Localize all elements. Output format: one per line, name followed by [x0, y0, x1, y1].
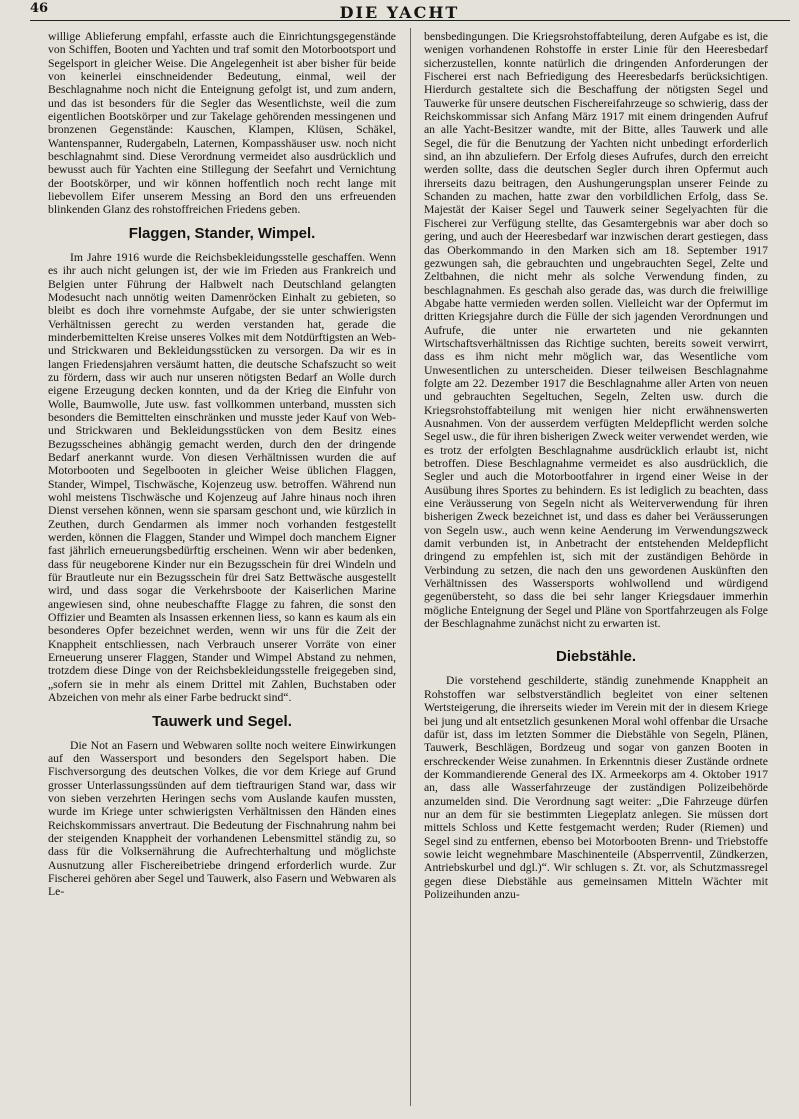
- left-column: [48, 30, 396, 1102]
- heading-tauwerk: Tauwerk und Segel.: [152, 712, 292, 730]
- heading-diebstaehle: Diebstähle.: [555, 648, 637, 666]
- paragraph-fasern: Die Not an Fasern und Webwaren sollte noch weitere Einwirkungen auf den Wassersport und besonders den Segelsport haben. Die Fischversorgung des deutschen Volkes, die vor dem Kriege auf Grund grosser Unterlassungssünden auf dem tieftraurigen Stand war, dass wir von sieben verzehrten Heringen sechs vom Auslande kaufen mussten, wurde im Kriege unter schwierigsten Verhältnissen den Händen eines Reichskommissars anvertraut. Die Bedeutung der Fischnahrung nahm bei der steigenden Knappheit der vorhandenen Lebensmittel ständig zu, so dass für die Volksernährung die Aufrechterhaltung und möglichste Ausnutzung aller Fischereibetriebe dringend erforderlich wurde. Zur Fischerei gehören aber Segel und Tauwerk, also Fasern und Webwaren als Le-: [48, 738, 396, 899]
- paragraph-messing: willige Ablieferung empfahl, erfasste auch die Einrichtungsgegenstände von Schiffen, Booten und Yachten und traf somit den Motorbootsport und Segelsport in gleicher Weise. Die Angelegenheit ist aber bisher für beide von keinerlei einschneidender Bedeutung, einmal, weil der Beschlagnahme noch nicht die Enteignung gefolgt ist, und zum andern, und das ist besonders für die Segler das Wesentlichste, weil die zum eigentlichen Bootskörper und zur Takelage gehörenden messingenen und bronzenen Gegenstände: Kauschen, Klampen, Klüsen, Schäkel, Wantenspanner, Rudergabeln, Laternen, Kompasshäuser usw. noch nicht beschlagnahmt sind. Diese Verordnung vermeidet also ausdrücklich und bewusst auch für Yachten eine Stillegung der Seefahrt und Vernichtung der Bootskörper, und wir können hoffentlich noch recht lange mit liebevollem Eifer unserem Messing an Bord den uns erfreuenden blinkenden Glanz des rohstoffreichen Friedens geben.: [48, 30, 396, 217]
- page-number: 46: [30, 1, 49, 16]
- running-head: DIE YACHT: [339, 3, 460, 22]
- paragraph-beschlagnahme: bensbedingungen. Die Kriegsrohstoffabteilung, deren Aufgabe es ist, die wenigen vorhandenen Rohstoffe in erster Linie für den Heeresbedarf sicherzustellen, konnte natürlich die dringenden Anforderungen der Fischerei erst nach Befriedigung des Heeresbedarfs berücksichtigen. Hierdurch gestaltete sich die Beschaffung der nötigsten Segel und Tauwerke für unsere deutschen Fischereifahrzeuge so schwierig, dass der Reichskommissar sich Anfang März 1917 mit einem dringenden Aufruf an alle Yacht-Besitzer wandte, mit der Bitte, alles Tauwerk und alle Segel, die für die Benutzung der Yachten nicht unbedingt erforderlich sind, an ihn abzuliefern. Der Erfolg dieses Aufrufes, durch den erreicht werden sollte, dass die deutschen Segler durch ihren Opfermut auch ihrerseits dazu beitragen, den Aushungerungsplan unserer Feinde zu Schanden zu machen, hatte zwar den vorbildlichen Erfolg, dass Se. Majestät der Kaiser Segel und Tauwerk seiner Segelyachten für die Fischerei zur Verfügung stellte, das Gesamtergebnis war aber doch so gering, und auch der Heeresbedarf war inzwischen derart gestiegen, dass das Oberkommando in den Marken sich am 18. September 1917 gezwungen sah, die gebrauchten und ungebrauchten Segel, Zelte und Zeltbahnen, die nicht mehr als solche Verwendung finden, zu beschlagnahmen. Es geschah also gerade das, was durch die freiwillige Abgabe hatte vermieden werden sollen. Vielleicht war der Opfermut im dritten Kriegsjahre durch die Fülle der sich jagenden Verordnungen und Aufrufe, die unter nie erwarteten und nie gekannten Wirtschaftsverhältnissen das Richtige suchten, bereits soweit verwirrt, dass es ihm nicht mehr möglich war, das Wesentliche vom Unwesentlichen zu unterscheiden. Dieser teilweisen Beschlagnahme folgte am 22. Dezember 1917 die Beschlagnahme aller Arten von neuen und gebrauchten Segeltuchen, Segeln, Zelten usw. durch die Kriegsrohstoffabteilung mit wenigen hier nicht erwähnenswerten Ausnahmen. Von der ausserdem verfügten Meldepflicht werden solche Segel usw., die für ihren bisherigen Zweck weiter verwendet werden, wie es trotz der erfolgten Beschlagnahme ausdrücklich erlaubt ist, nicht betroffen. Diese Beschlagnahme vermeidet es also ausdrücklich, die Segler und auch die Motorbootfahrer in irgend einer Weise in der Ausübung ihres Sportes zu behindern. Es ist lediglich zu beachten, dass eine Veräusserung von Segeln nicht als Weiterverwendung für ihren bisherigen Zweck bezeichnet ist, und dass es daher bei Veräusserungen von Segeln usw., auch wenn keine Aenderung im Verwendungszweck damit verbunden ist, in Anbetracht der entstehenden Meldepflicht dringend zu empfehlen ist, sich mit der zuständigen Behörde in Verbindung zu setzen, die nach den uns gewordenen Auskünften den Verhältnissen des Wassersports wohlwollend und würdigend gegenübersteht, so dass die bei sehr langer Kriegsdauer immerhin mögliche Enteignung der Segel und Pläne von Sportfahrzeugen als Folge der Beschlagnahme zunächst nicht zu erwarten ist.: [424, 30, 768, 631]
- column-divider: [410, 28, 411, 1106]
- right-column: [424, 30, 768, 1102]
- paragraph-diebstaehle: Die vorstehend geschilderte, ständig zunehmende Knappheit an Rohstoffen war selbstverständlich begleitet von einer seltenen Wertsteigerung, die ihrerseits wieder im Verein mit der in diesem Kriege bei jung und alt entsetzlich gesunkenen Moral wohl offenbar die Ursache dafür ist, dass im letzten Sommer die Diebstähle von Segeln, Plänen, Tauwerk, Beschlägen, Bordzeug und sogar von ganzen Booten in erschreckender Weise zunahmen. In Erkenntnis dieser Zustände ordnete der Kommandierende General des IX. Armeekorps am 4. Oktober 1917 an, dass alle Wasserfahrzeuge der zuständigen Polizeibehörde anzumelden sind. Die Verordnung sagt weiter: „Die Fahrzeuge dürfen nur an dem für sie bestimmten Liegeplatz anlegen. Sie müssen dort mittels Schloss und Kette festgemacht werden; Ruder (Riemen) und Segel sind zu entfernen, ebenso bei Motorbooten Brenn- und Triebstoffe sowie leicht wegnehmbare Maschinenteile (Absperrventil, Zündkerzen, Antriebskurbel und dgl.)“. Wir schlugen s. Zt. vor, als Schutzmassregel gegen diese Diebstähle aus gemeinsamen Mitteln Wächter mit Polizeihunden anzu-: [424, 674, 768, 901]
- heading-flaggen: Flaggen, Stander, Wimpel.: [128, 224, 316, 242]
- paragraph-reichsbekleidungsstelle: Im Jahre 1916 wurde die Reichsbekleidungsstelle geschaffen. Wenn es ihr auch nicht gelungen ist, der wie im Frieden aus Frankreich und Belgien unter Führung der Halbwelt nach Deutschland gelangten Modesucht nach unnötig weiten Damenröcken Einhalt zu gebieten, so bleibt es doch ihre vornehmste Aufgabe, der sie unter schwierigsten Verhältnissen gerecht zu werden verstanden hat, gerade die minderbemittelten Kreise unseres Volkes mit dem Notdürftigsten an Web- und Strickwaren und Bekleidungsstücken zu versorgen. Da wir es in langen Friedensjahren versäumt hatten, die deutsche Schafszucht so weit zu fördern, dass wir auch nur unseren nötigsten Bedarf an Wolle durch eigene Erzeugung decken konnten, und da der Krieg die Einfuhr von Wolle, Baumwolle, Jute usw. fast vollkommen unterband, mussten sich besonders die Bemittelten einschränken und musste jeder Kauf von Web- und Strickwaren und Bekleidungsstücken von dem Besitz eines Bezugsscheines abhängig gemacht werden, durch den der dringende Bedarf anerkannt wurde. Von diesen Verhältnissen wurden die auf Motorbooten und Segelbooten in gleicher Weise üblichen Flaggen, Stander, Wimpel, Tischwäsche, Kojenzeug usw. betroffen. Während nun wohl meistens Tischwäsche und Kojenzeug auf Jahre hinaus noch ihren Dienst versehen können, wenn sie sparsam geschont und, wie kürzlich in Zeuthen, durch Gendarmen als immer noch vorhanden festgestellt werden, können die Flaggen, Stander und Wimpel doch manchem Eigner fast jährlich erneuerungsbedürftig erscheinen. Wenn wir aber bedenken, dass für neugeborene Kinder nur ein Bezugsschein für drei Windeln und für Brautleute nur ein Bezugsschein für drei Satz Bettwäsche ausgestellt wird, und dass sogar die Verkehrsboote der Kaiserlichen Marine angewiesen sind, ohne neubeschaffte Flagge zu fahren, die sonst den Offizier und Beamten als Insassen erkennen liess, so kann es kaum als ein besonderes Opfer bezeichnet werden, wenn wir uns für die Zeit der Knappheit entschliessen, nach Verbrauch unserer Vorräte von einer Erneuerung unserer Flaggen, Stander und Wimpel Abstand zu nehmen, trotzdem diese Dinge von der Reichsbekleidungsstelle freigegeben sind, „sofern sie in mehr als einem Drittel mit Zahlen, Buchstaben oder Abzeichen von mehr als einer Farbe bedruckt sind“.: [48, 250, 396, 705]
- header-rule: [30, 20, 790, 21]
